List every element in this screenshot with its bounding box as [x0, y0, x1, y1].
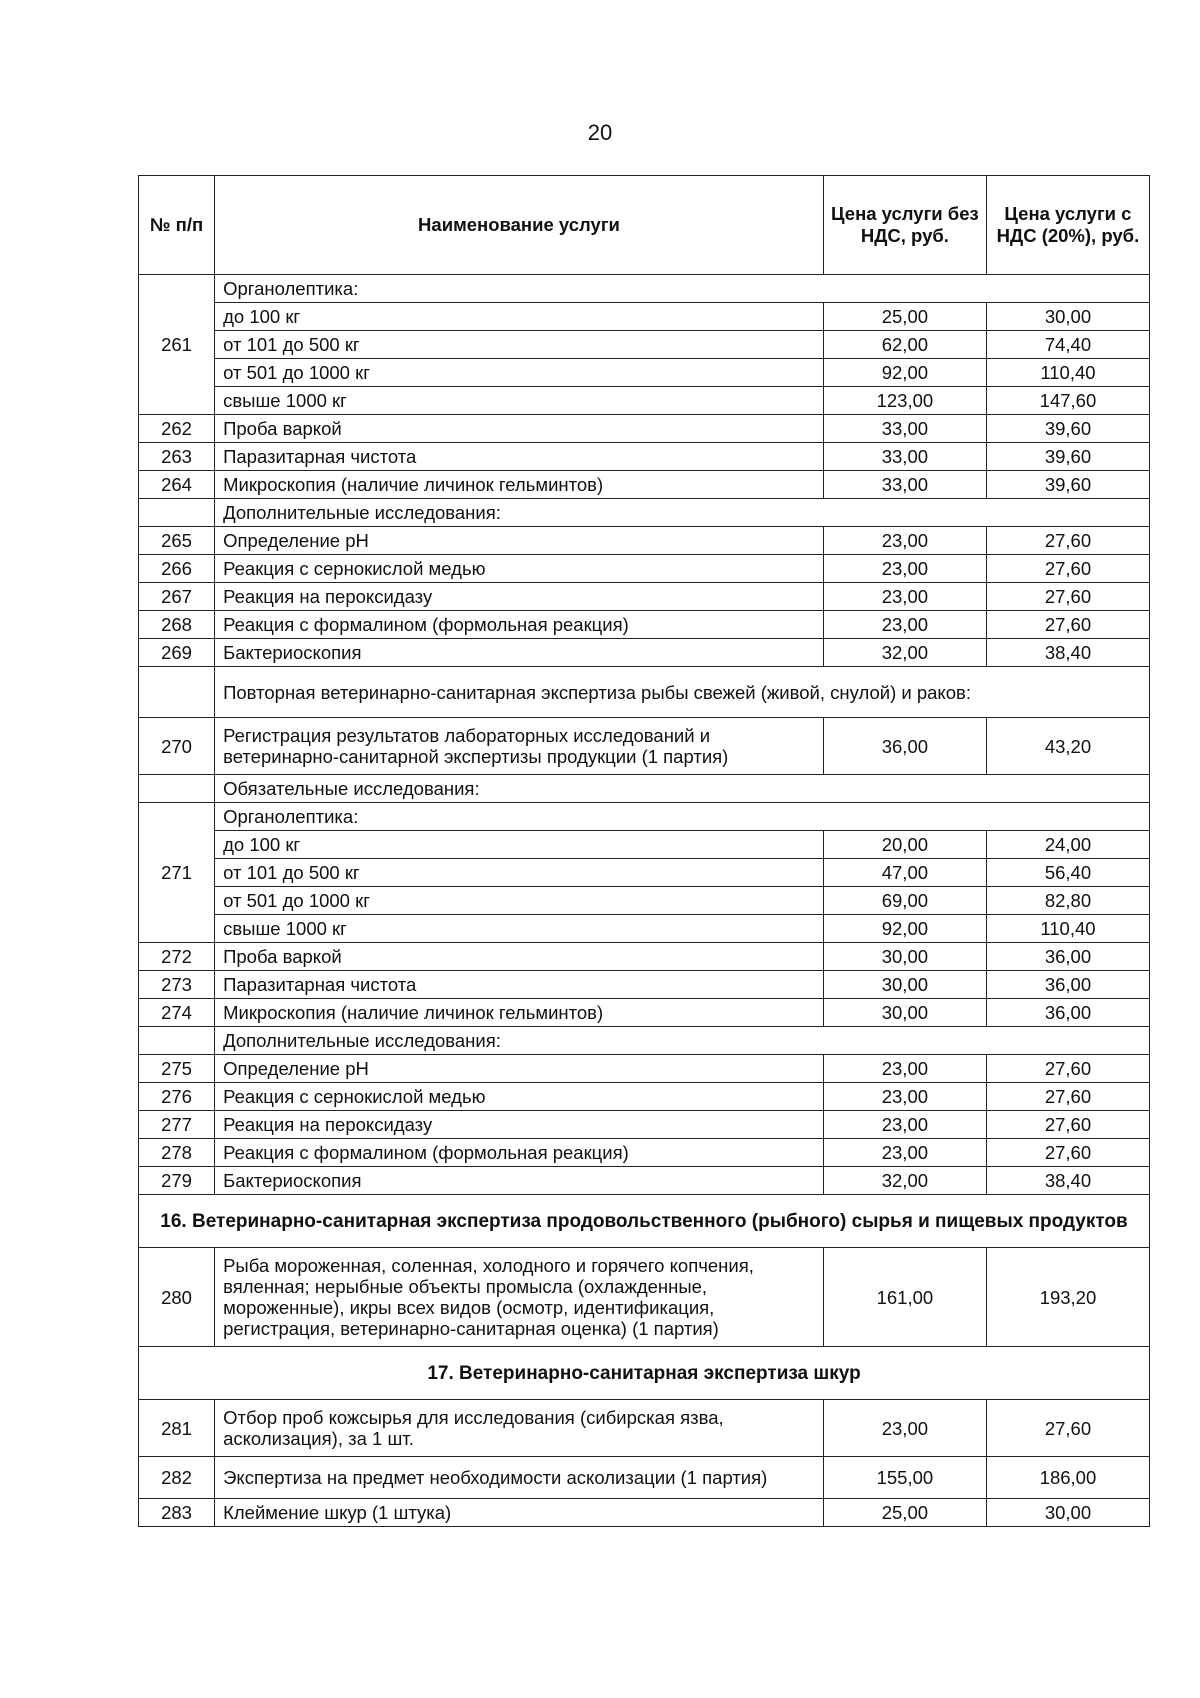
price-no-vat: 161,00: [823, 1248, 986, 1347]
price-with-vat: 36,00: [986, 943, 1149, 971]
price-with-vat: 27,60: [986, 1139, 1149, 1167]
table-row: [139, 443, 1150, 471]
section-title: 16. Ветеринарно-санитарная экспертиза продовольственного (рыбного) сырья и пищевых продуктов: [139, 1195, 1150, 1248]
row-number: 282: [139, 1457, 215, 1499]
empty-num-cell: [139, 667, 215, 718]
price-with-vat: 27,60: [986, 1055, 1149, 1083]
price-with-vat: 38,40: [986, 639, 1149, 667]
price-with-vat: 27,60: [986, 1083, 1149, 1111]
service-name: Определение pH: [215, 1055, 824, 1083]
price-with-vat: 110,40: [986, 915, 1149, 943]
price-no-vat: 36,00: [823, 718, 986, 775]
price-with-vat: 43,20: [986, 718, 1149, 775]
row-number: 269: [139, 639, 215, 667]
service-name: от 501 до 1000 кг: [215, 359, 824, 387]
empty-num-cell: [139, 499, 215, 527]
service-name: Паразитарная чистота: [215, 971, 824, 999]
service-name: до 100 кг: [215, 303, 824, 331]
table-row: [139, 915, 1150, 943]
price-no-vat: 23,00: [823, 1055, 986, 1083]
table-row: [139, 1139, 1150, 1167]
service-name: Проба варкой: [215, 943, 824, 971]
price-no-vat: 92,00: [823, 915, 986, 943]
table-row: [139, 887, 1150, 915]
price-with-vat: 56,40: [986, 859, 1149, 887]
table-row: [139, 639, 1150, 667]
price-with-vat: 27,60: [986, 1111, 1149, 1139]
service-name: Определение pH: [215, 527, 824, 555]
price-no-vat: 47,00: [823, 859, 986, 887]
table-row: [139, 1248, 1150, 1347]
price-no-vat: 23,00: [823, 1139, 986, 1167]
price-table: [138, 175, 1150, 1527]
table-header-row: [139, 176, 1150, 275]
col-price-vat-header: Цена услуги с НДС (20%), руб.: [986, 176, 1149, 275]
price-with-vat: 27,60: [986, 611, 1149, 639]
price-with-vat: 82,80: [986, 887, 1149, 915]
table-row: [139, 831, 1150, 859]
price-with-vat: 74,40: [986, 331, 1149, 359]
empty-num-cell: [139, 1027, 215, 1055]
price-no-vat: 23,00: [823, 1111, 986, 1139]
table-row: [139, 943, 1150, 971]
price-with-vat: 24,00: [986, 831, 1149, 859]
table-row: [139, 1400, 1150, 1457]
price-no-vat: 33,00: [823, 443, 986, 471]
service-name: Микроскопия (наличие личинок гельминтов): [215, 999, 824, 1027]
table-row: [139, 859, 1150, 887]
table-row: [139, 1499, 1150, 1527]
service-name: до 100 кг: [215, 831, 824, 859]
table-body: [139, 275, 1150, 1527]
row-number: 275: [139, 1055, 215, 1083]
price-no-vat: 23,00: [823, 527, 986, 555]
section-title-row: [139, 1195, 1150, 1248]
price-with-vat: 27,60: [986, 583, 1149, 611]
price-with-vat: 39,60: [986, 415, 1149, 443]
price-no-vat: 20,00: [823, 831, 986, 859]
service-name: Реакция с сернокислой медью: [215, 1083, 824, 1111]
service-name: Микроскопия (наличие личинок гельминтов): [215, 471, 824, 499]
row-number: 263: [139, 443, 215, 471]
service-name: свыше 1000 кг: [215, 387, 824, 415]
service-name: Реакция с сернокислой медью: [215, 555, 824, 583]
table-row: [139, 555, 1150, 583]
price-with-vat: 36,00: [986, 999, 1149, 1027]
price-with-vat: 27,60: [986, 1400, 1149, 1457]
subheading: Повторная ветеринарно-санитарная экспертиза рыбы свежей (живой, снулой) и раков:: [215, 667, 1150, 718]
table-row: [139, 303, 1150, 331]
row-number: 276: [139, 1083, 215, 1111]
subheading-row: [139, 499, 1150, 527]
table-row: [139, 611, 1150, 639]
price-no-vat: 23,00: [823, 555, 986, 583]
table-row: [139, 1457, 1150, 1499]
service-name: от 501 до 1000 кг: [215, 887, 824, 915]
price-with-vat: 30,00: [986, 1499, 1149, 1527]
table-row: [139, 527, 1150, 555]
row-number: 271: [139, 803, 215, 943]
subheading: Обязательные исследования:: [215, 775, 1150, 803]
price-no-vat: 25,00: [823, 1499, 986, 1527]
price-no-vat: 33,00: [823, 471, 986, 499]
page-number: 20: [587, 120, 613, 145]
table-row: [139, 999, 1150, 1027]
table-row: [139, 718, 1150, 775]
price-no-vat: 62,00: [823, 331, 986, 359]
row-number: 274: [139, 999, 215, 1027]
subheading-row: [139, 667, 1150, 718]
col-num-header: № п/п: [139, 176, 215, 275]
subheading: Органолептика:: [215, 275, 1150, 303]
row-number: 261: [139, 275, 215, 415]
service-name: от 101 до 500 кг: [215, 859, 824, 887]
price-with-vat: 38,40: [986, 1167, 1149, 1195]
service-name: от 101 до 500 кг: [215, 331, 824, 359]
row-number: 265: [139, 527, 215, 555]
service-name: Регистрация результатов лабораторных исследований и ветеринарно-санитарной экспертизы продукции (1 партия): [215, 718, 824, 775]
table-row: [139, 387, 1150, 415]
row-number: 277: [139, 1111, 215, 1139]
row-number: 273: [139, 971, 215, 999]
price-no-vat: 23,00: [823, 1400, 986, 1457]
service-name: Клеймение шкур (1 штука): [215, 1499, 824, 1527]
price-no-vat: 123,00: [823, 387, 986, 415]
price-with-vat: 27,60: [986, 527, 1149, 555]
price-with-vat: 110,40: [986, 359, 1149, 387]
row-number: 267: [139, 583, 215, 611]
price-with-vat: 193,20: [986, 1248, 1149, 1347]
table-row: [139, 583, 1150, 611]
table-row: [139, 471, 1150, 499]
price-no-vat: 155,00: [823, 1457, 986, 1499]
section-title-row: [139, 1347, 1150, 1400]
table-row: [139, 971, 1150, 999]
row-number: 268: [139, 611, 215, 639]
table-row: [139, 1167, 1150, 1195]
table-row: [139, 1111, 1150, 1139]
row-number: 281: [139, 1400, 215, 1457]
price-with-vat: 30,00: [986, 303, 1149, 331]
table-row: [139, 1083, 1150, 1111]
empty-num-cell: [139, 775, 215, 803]
row-number: 280: [139, 1248, 215, 1347]
subheading-row: [139, 1027, 1150, 1055]
table-row: [139, 359, 1150, 387]
price-no-vat: 30,00: [823, 999, 986, 1027]
price-no-vat: 92,00: [823, 359, 986, 387]
row-number: 283: [139, 1499, 215, 1527]
organoleptic-group-row: [139, 275, 1150, 303]
price-no-vat: 69,00: [823, 887, 986, 915]
service-name: Рыба мороженная, соленная, холодного и горячего копчения, вяленная; нерыбные объекты промысла (охлажденные, мороженные), икры всех видов (осмотр, идентификация, регистрация, ветеринарно-санитарная оценка) (1 партия): [215, 1248, 824, 1347]
service-name: Паразитарная чистота: [215, 443, 824, 471]
subheading: Дополнительные исследования:: [215, 499, 1150, 527]
service-name: свыше 1000 кг: [215, 915, 824, 943]
service-name: Реакция с формалином (формольная реакция): [215, 611, 824, 639]
price-no-vat: 33,00: [823, 415, 986, 443]
price-with-vat: 39,60: [986, 443, 1149, 471]
service-name: Бактериоскопия: [215, 639, 824, 667]
price-with-vat: 39,60: [986, 471, 1149, 499]
row-number: 270: [139, 718, 215, 775]
table-row: [139, 1055, 1150, 1083]
table-row: [139, 331, 1150, 359]
subheading: Дополнительные исследования:: [215, 1027, 1150, 1055]
price-with-vat: 186,00: [986, 1457, 1149, 1499]
service-name: Реакция на пероксидазу: [215, 1111, 824, 1139]
price-no-vat: 32,00: [823, 1167, 986, 1195]
service-name: Реакция с формалином (формольная реакция): [215, 1139, 824, 1167]
col-name-header: Наименование услуги: [215, 176, 824, 275]
service-name: Бактериоскопия: [215, 1167, 824, 1195]
row-number: 278: [139, 1139, 215, 1167]
row-number: 279: [139, 1167, 215, 1195]
price-no-vat: 25,00: [823, 303, 986, 331]
price-no-vat: 30,00: [823, 971, 986, 999]
price-no-vat: 30,00: [823, 943, 986, 971]
price-no-vat: 23,00: [823, 611, 986, 639]
price-no-vat: 23,00: [823, 1083, 986, 1111]
table-row: [139, 415, 1150, 443]
service-name: Реакция на пероксидазу: [215, 583, 824, 611]
row-number: 262: [139, 415, 215, 443]
col-price-header: Цена услуги без НДС, руб.: [823, 176, 986, 275]
price-no-vat: 23,00: [823, 583, 986, 611]
price-with-vat: 36,00: [986, 971, 1149, 999]
price-with-vat: 27,60: [986, 555, 1149, 583]
price-no-vat: 32,00: [823, 639, 986, 667]
service-name: Проба варкой: [215, 415, 824, 443]
service-name: Отбор проб кожсырья для исследования (сибирская язва, асколизация), за 1 шт.: [215, 1400, 824, 1457]
row-number: 264: [139, 471, 215, 499]
service-name: Экспертиза на предмет необходимости асколизации (1 партия): [215, 1457, 824, 1499]
row-number: 266: [139, 555, 215, 583]
subheading-row: [139, 775, 1150, 803]
section-title: 17. Ветеринарно-санитарная экспертиза шкур: [139, 1347, 1150, 1400]
row-number: 272: [139, 943, 215, 971]
subheading: Органолептика:: [215, 803, 1150, 831]
price-with-vat: 147,60: [986, 387, 1149, 415]
organoleptic-group-row: [139, 803, 1150, 831]
